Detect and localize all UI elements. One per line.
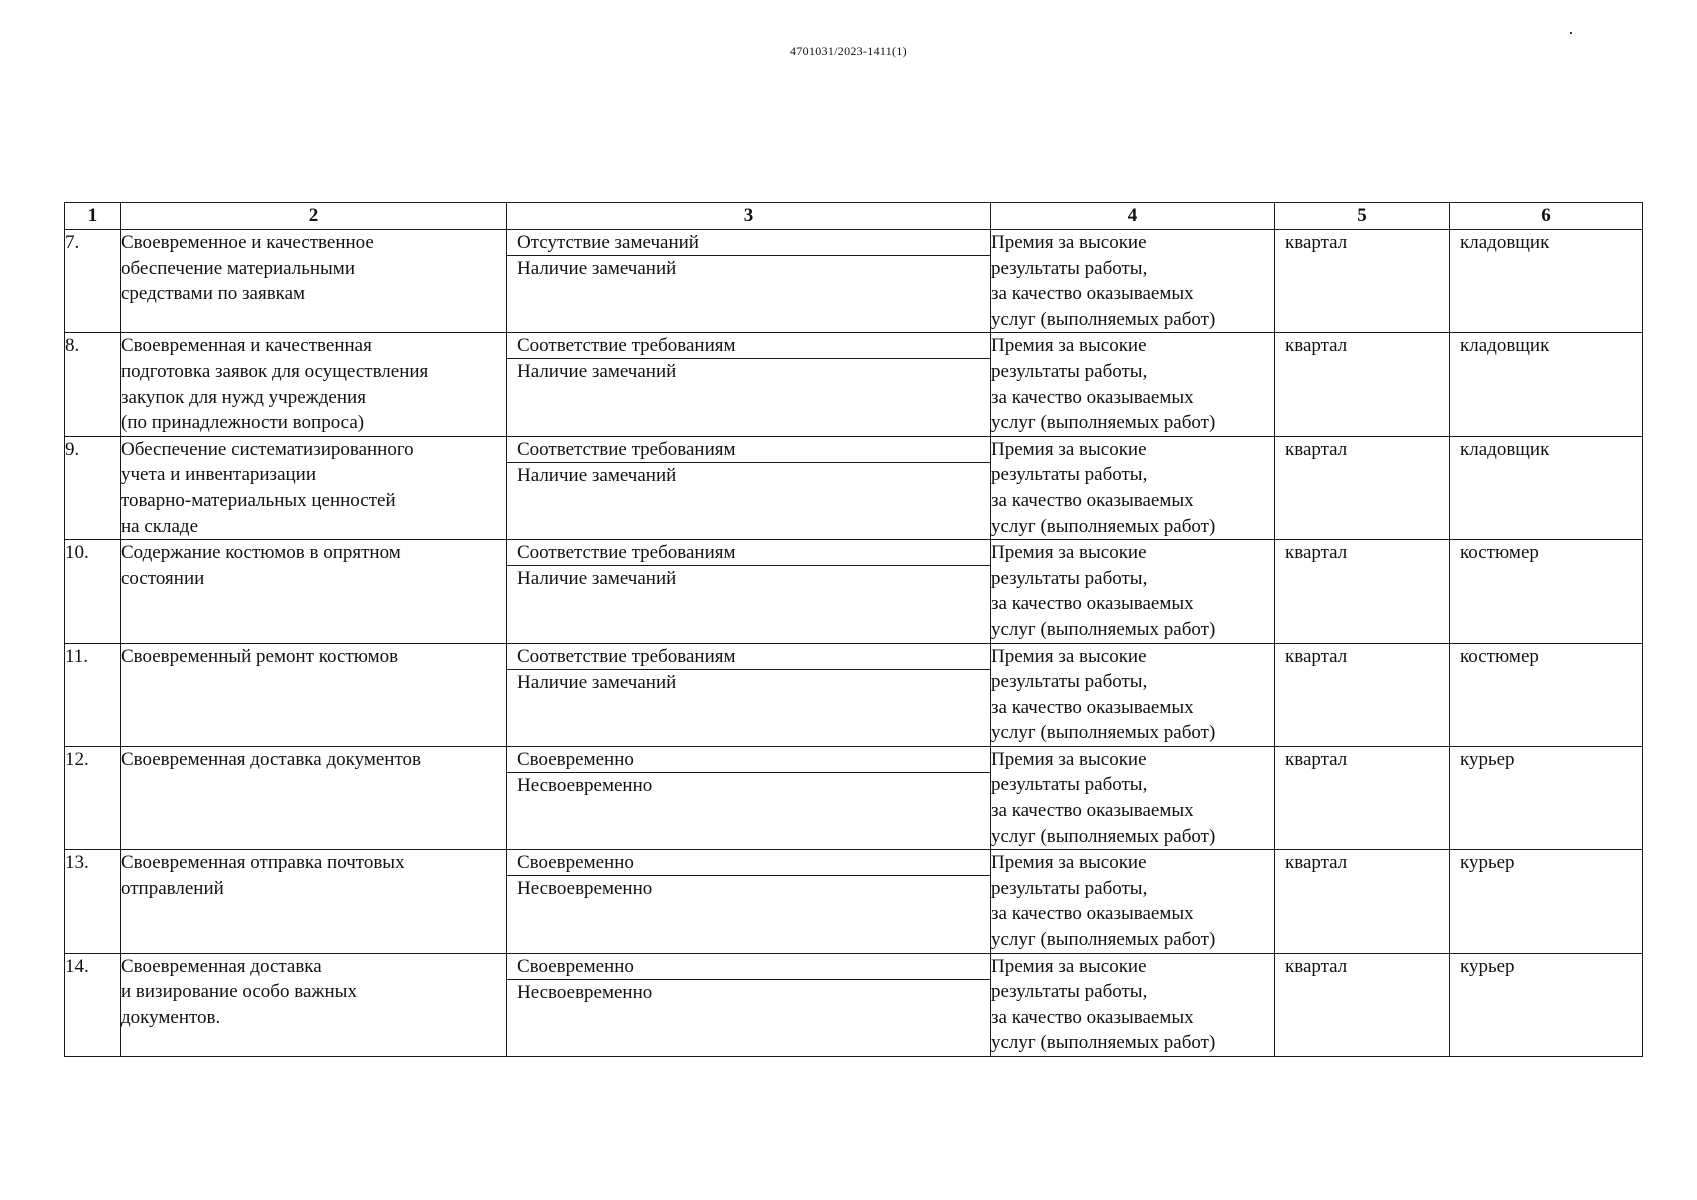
criterion-negative: Наличие замечаний	[517, 258, 677, 279]
indicator-cell: Своевременный ремонт костюмов	[121, 643, 507, 746]
criterion-negative: Наличие замечаний	[517, 671, 677, 693]
criteria-cell	[507, 333, 991, 436]
payment-cell: Премия за высокие результаты работы, за качество оказываемых услуг (выполняемых работ)	[991, 436, 1275, 539]
criterion-negative: Несвоевременно	[517, 981, 653, 1003]
period-cell: квартал	[1275, 436, 1450, 539]
row-number: 12.	[65, 746, 121, 849]
payment-cell: Премия за высокие результаты работы, за качество оказываемых услуг (выполняемых работ)	[991, 746, 1275, 849]
criteria-cell	[507, 850, 991, 953]
position-cell: кладовщик	[1450, 230, 1643, 333]
period-cell: квартал	[1275, 746, 1450, 849]
criterion-negative: Наличие замечаний	[517, 361, 677, 383]
position-cell: кладовщик	[1450, 333, 1643, 436]
criteria-cell	[507, 746, 991, 849]
table-header-row	[65, 203, 1643, 230]
indicator-cell: Своевременная доставка и визирование особо важных документов.	[121, 953, 507, 1056]
table-row	[65, 333, 1643, 436]
column-header: 5	[1275, 203, 1450, 230]
criterion-positive: Своевременно	[507, 747, 990, 773]
table-row	[65, 746, 1643, 849]
indicator-cell: Обеспечение систематизированного учета и инвентаризации товарно-материальных ценностей на складе	[121, 436, 507, 539]
table-row	[65, 953, 1643, 1056]
position-cell: костюмер	[1450, 643, 1643, 746]
payment-cell: Премия за высокие результаты работы, за качество оказываемых услуг (выполняемых работ)	[991, 953, 1275, 1056]
column-header: 3	[507, 203, 991, 230]
row-number: 14.	[65, 953, 121, 1056]
row-number: 8.	[65, 333, 121, 436]
period-cell: квартал	[1275, 953, 1450, 1056]
criteria-cell	[507, 540, 991, 643]
period-cell: квартал	[1275, 230, 1450, 333]
criterion-negative: Несвоевременно	[517, 774, 653, 796]
indicator-cell: Своевременная отправка почтовых отправлений	[121, 850, 507, 953]
criterion-positive: Своевременно	[507, 954, 990, 980]
table-row	[65, 850, 1643, 953]
column-header: 1	[65, 203, 121, 230]
criteria-cell	[507, 436, 991, 539]
payment-cell: Премия за высокие результаты работы, за качество оказываемых услуг (выполняемых работ)	[991, 333, 1275, 436]
payment-cell: Премия за высокие результаты работы, за качество оказываемых услуг (выполняемых работ)	[991, 540, 1275, 643]
criteria-cell	[507, 230, 991, 333]
payment-cell: Премия за высокие результаты работы, за качество оказываемых услуг (выполняемых работ)	[991, 850, 1275, 953]
criterion-negative: Наличие замечаний	[517, 464, 677, 486]
table-row	[65, 643, 1643, 746]
position-cell: курьер	[1450, 953, 1643, 1056]
column-header: 4	[991, 203, 1275, 230]
period-cell: квартал	[1275, 850, 1450, 953]
indicator-cell: Содержание костюмов в опрятном состоянии	[121, 540, 507, 643]
indicator-cell: Своевременное и качественное обеспечение материальными средствами по заявкам	[121, 230, 507, 333]
indicator-cell: Своевременная доставка документов	[121, 746, 507, 849]
payment-cell: Премия за высокие результаты работы, за качество оказываемых услуг (выполняемых работ)	[991, 643, 1275, 746]
scan-dot	[1570, 32, 1572, 34]
period-cell: квартал	[1275, 643, 1450, 746]
criterion-negative: Наличие замечаний	[517, 568, 677, 590]
period-cell: квартал	[1275, 333, 1450, 436]
row-number: 9.	[65, 436, 121, 539]
criteria-cell	[507, 643, 991, 746]
row-number: 11.	[65, 643, 121, 746]
row-number: 7.	[65, 230, 121, 333]
criterion-positive: Соответствие требованиям	[507, 437, 990, 463]
criterion-positive: Своевременно	[507, 850, 990, 876]
row-number: 13.	[65, 850, 121, 953]
column-header: 6	[1450, 203, 1643, 230]
criterion-negative: Несвоевременно	[517, 878, 653, 900]
criterion-positive: Соответствие требованиям	[507, 644, 990, 670]
position-cell: курьер	[1450, 746, 1643, 849]
position-cell: кладовщик	[1450, 436, 1643, 539]
table-row	[65, 436, 1643, 539]
table-row	[65, 540, 1643, 643]
position-cell: курьер	[1450, 850, 1643, 953]
row-number: 10.	[65, 540, 121, 643]
criterion-positive: Соответствие требованиям	[507, 540, 990, 566]
criterion-positive: Соответствие требованиям	[507, 333, 990, 359]
criteria-cell	[507, 953, 991, 1056]
table-row	[65, 230, 1643, 333]
period-cell: квартал	[1275, 540, 1450, 643]
indicator-cell: Своевременная и качественная подготовка заявок для осуществления закупок для нужд учреждения (по принадлежности вопроса)	[121, 333, 507, 436]
criterion-positive: Отсутствие замечаний	[507, 230, 990, 256]
column-header: 2	[121, 203, 507, 230]
kpi-table	[64, 202, 1643, 1057]
document-id: 4701031/2023-1411(1)	[790, 44, 907, 58]
position-cell: костюмер	[1450, 540, 1643, 643]
payment-cell: Премия за высокие результаты работы, за качество оказываемых услуг (выполняемых работ)	[991, 230, 1275, 333]
